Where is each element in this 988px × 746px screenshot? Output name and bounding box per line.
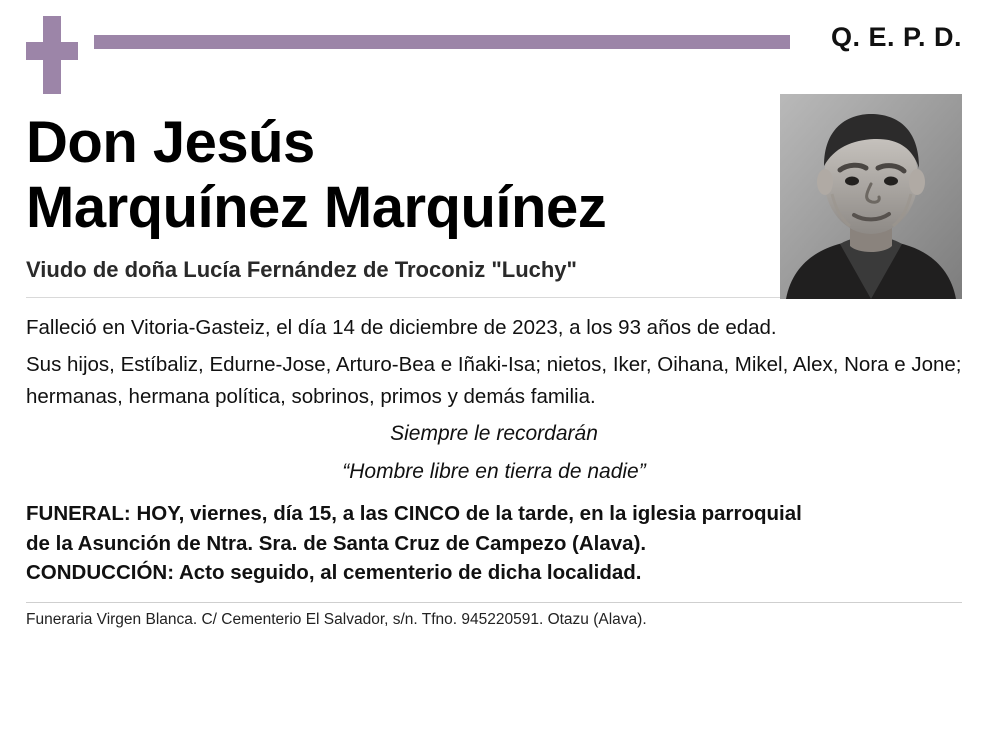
qepd-label: Q. E. P. D. [830,22,962,52]
death-line: Falleció en Vitoria-Gasteiz, el día 14 de diciembre de 2023, a los 93 años de edad. [26,316,777,340]
funeral-home-line: Funeraria Virgen Blanca. C/ Cementerio El Salvador, s/n. Tfno. 945220591. Otazu (Alava). [26,610,647,628]
remembrance-line: Siempre le recordarán [390,421,598,445]
notice-body [26,312,962,588]
header-rule [94,35,790,49]
conduction-line: CONDUCCIÓN: Acto seguido, al cementerio de dicha localidad. [26,561,642,585]
funeral-line-2: de la Asunción de Ntra. Sra. de Santa Cruz de Campezo (Alava). [26,531,647,555]
portrait-photo [780,94,962,299]
spouse-line: Viudo de doña Lucía Fernández de Troconiz "Luchy" [26,257,577,283]
name-line-second: Marquínez Marquínez [26,174,607,240]
name-line-first: Don Jesús [26,110,315,175]
funeral-line-1: FUNERAL: HOY, viernes, día 15, a las CINCO de la tarde, en la iglesia parroquial [26,501,802,525]
service-details [26,499,962,588]
family-line: Sus hijos, Estíbaliz, Edurne-Jose, Arturo-Bea e Iñaki-Isa; nietos, Iker, Oihana, Mikel, Alex, Nora e Jone; hermanas, hermana política, sobrinos, primos y demás familia. [26,353,962,408]
divider-bottom [26,602,962,603]
cross-horizontal-bar [26,42,78,60]
quote-line: “Hombre libre en tierra de nadie” [342,460,646,484]
notice-header [26,0,962,92]
cross-icon [26,16,78,94]
